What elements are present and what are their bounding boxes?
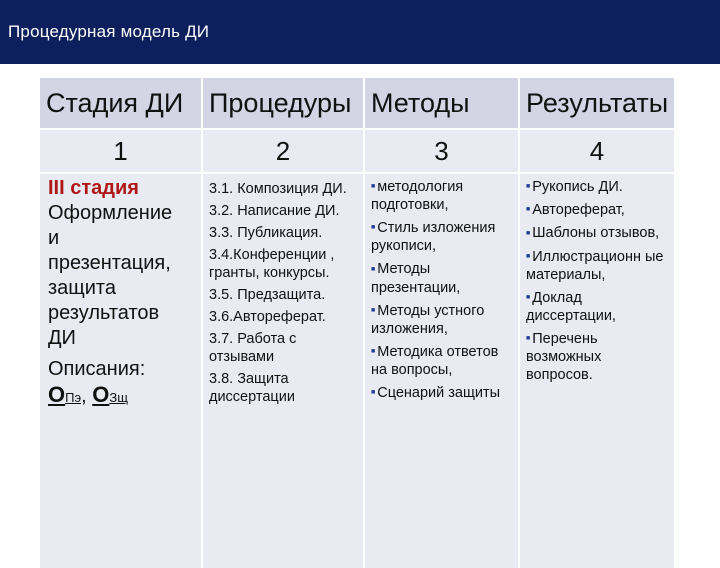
bullet-icon: ■: [371, 265, 376, 273]
col-number-1: 1: [40, 129, 202, 173]
method-text: Методы устного изложения,: [371, 302, 485, 337]
o2-symbol: О: [92, 382, 110, 407]
col-number-4: 4: [519, 129, 675, 173]
procedure-item: 3.7. Работа с отзывами: [209, 331, 297, 365]
bullet-icon: ■: [371, 347, 376, 355]
desc-formula: [48, 382, 197, 410]
col-number-3: 3: [364, 129, 519, 173]
result-item: [526, 248, 670, 284]
bullet-icon: ■: [526, 293, 531, 301]
result-text: Автореферат,: [532, 202, 625, 219]
bullet-icon: ■: [371, 306, 376, 314]
stage-name: III стадия: [48, 177, 139, 199]
desc-sep: ,: [81, 385, 93, 407]
col-number-2: 2: [202, 129, 364, 173]
procedure-table: [40, 78, 676, 568]
slide-title: Процедурная модель ДИ: [8, 22, 210, 41]
stage-line: презентация,: [48, 252, 171, 274]
stage-line: защита: [48, 277, 116, 299]
desc-label: Описания:: [48, 358, 146, 380]
title-bar: [0, 0, 720, 64]
result-item: [526, 289, 670, 325]
method-item: [371, 219, 514, 255]
method-item: [371, 178, 514, 214]
procedure-item: 3.1. Композиция ДИ.: [209, 181, 347, 197]
header-methods: Методы: [364, 78, 519, 129]
bullet-icon: ■: [526, 229, 531, 237]
method-text: Методы презентации,: [371, 261, 461, 296]
bullet-icon: ■: [526, 183, 531, 191]
result-text: Шаблоны отзывов,: [532, 225, 660, 242]
procedure-item: 3.4.Конференции , гранты, конкурсы.: [209, 247, 335, 281]
results-cell: [519, 173, 675, 568]
result-text: Перечень возможных вопросов.: [526, 330, 602, 384]
o1-sub: Пэ: [65, 390, 82, 405]
stage-line: результатов: [48, 302, 160, 324]
method-item: [371, 260, 514, 296]
header-row: [40, 78, 675, 129]
result-item: [526, 330, 670, 384]
result-text: Доклад диссертации,: [526, 289, 616, 324]
o1-symbol: О: [48, 382, 66, 407]
content-row: [40, 173, 675, 568]
header-results: Результаты: [519, 78, 675, 129]
bullet-icon: ■: [526, 206, 531, 214]
methods-cell: [364, 173, 519, 568]
method-text: Стиль изложения рукописи,: [371, 220, 496, 255]
method-text: Методика ответов на вопросы,: [371, 343, 499, 378]
result-item: [526, 224, 670, 242]
bullet-icon: ■: [371, 389, 376, 397]
method-item: [371, 384, 514, 402]
procedure-item: 3.6.Автореферат.: [209, 309, 326, 325]
stage-line: ДИ: [48, 327, 76, 349]
stage-cell: [40, 173, 202, 568]
method-text: методология подготовки,: [371, 179, 464, 214]
method-item: [371, 343, 514, 379]
stage-line: Оформление: [48, 202, 173, 224]
stage-line: и: [48, 227, 60, 249]
result-item: [526, 201, 670, 219]
procedure-item: 3.3. Публикация.: [209, 225, 323, 241]
method-text: Сценарий защиты: [377, 384, 501, 401]
bullet-icon: ■: [371, 224, 376, 232]
bullet-icon: ■: [371, 183, 376, 191]
header-stage: Стадия ДИ: [40, 78, 202, 129]
result-text: Рукопись ДИ.: [532, 179, 623, 195]
header-procedures: Процедуры: [202, 78, 364, 129]
bullet-icon: ■: [526, 335, 531, 343]
result-item: [526, 178, 670, 196]
method-item: [371, 302, 514, 338]
bullet-icon: ■: [526, 252, 531, 260]
procedures-cell: [202, 173, 364, 568]
result-text: Иллюстрационн ые материалы,: [526, 248, 664, 283]
procedure-item: 3.5. Предзащита.: [209, 287, 326, 303]
procedure-item: 3.2. Написание ДИ.: [209, 203, 340, 219]
number-row: [40, 129, 675, 173]
o2-sub: Зщ: [109, 390, 128, 405]
procedure-item: 3.8. Защита диссертации: [209, 371, 295, 405]
